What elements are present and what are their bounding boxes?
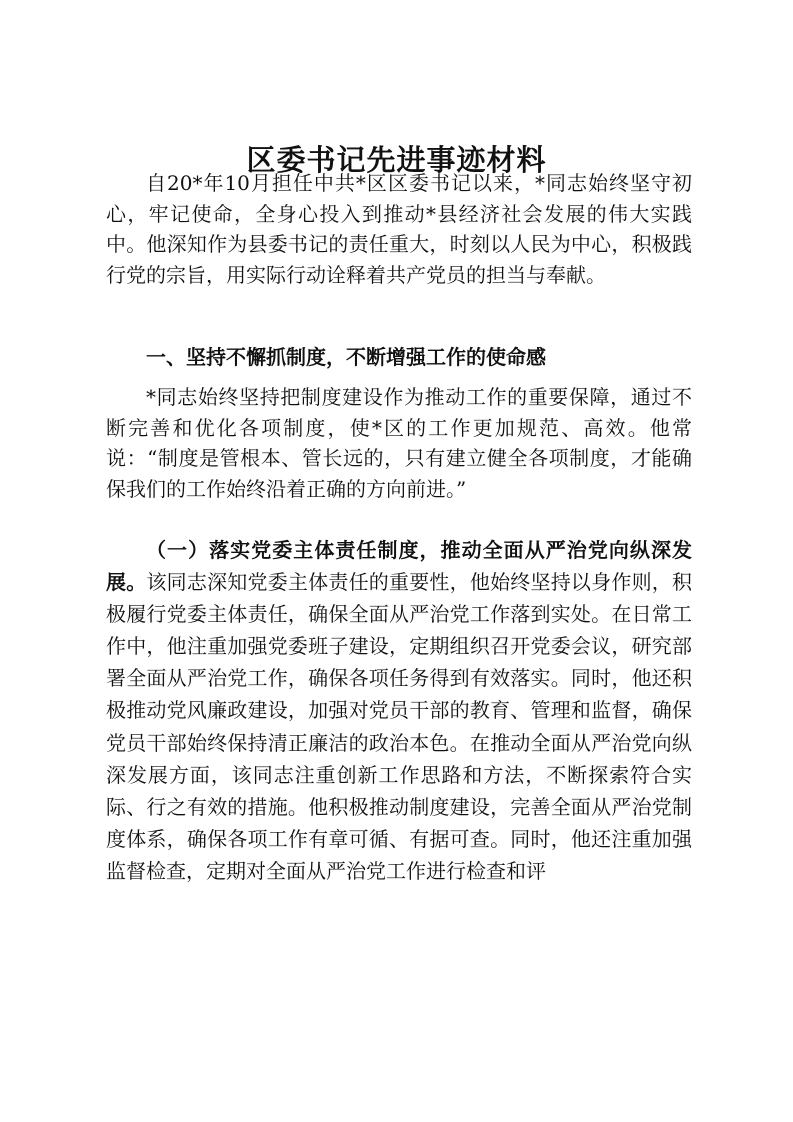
subsection-paragraph <box>106 534 692 887</box>
section-paragraph: *同志始终坚持把制度建设作为推动工作的重要保障，通过不断完善和优化各项制度，使*区的工作更加规范、高效。他常说：“制度是管根本、管长远的，只有建立健全各项制度，才能确保我们的工作始终沿着正确的方向前进。” <box>106 385 692 501</box>
document-title: 区委书记先进事迹材料 <box>246 143 547 177</box>
subsection-text: 该同志深知党委主体责任的重要性，他始终坚持以身作则，积极履行党委主体责任，确保全面从严治党工作落到实处。在日常工作中，他注重加强党委班子建设，定期组织召开党委会议，研究部署全面从严治党工作，确保各项任务得到有效落实。同时，他还积极推动党风廉政建设，加强对党员干部的教育、管理和监督，确保党员干部始终保持清正廉洁的政治本色。在推动全面从严治党向纵深发展方面，该同志注重创新工作思路和方法，不断探索符合实际、行之有效的措施。他积极推动制度建设，完善全面从严治党制度体系，确保各项工作有章可循、有据可查。同时，他还注重加强监督检查，定期对全面从严治党工作进行检查和评 <box>106 570 693 883</box>
section-heading: 一、坚持不懈抓制度，不断增强工作的使命感 <box>146 345 546 369</box>
intro-paragraph: 自20*年10月担任中共*区区委书记以来，*同志始终坚守初心，牢记使命，全身心投入到推动*县经济社会发展的伟大实践中。他深知作为县委书记的责任重大，时刻以人民为中心，积极践行党的宗旨，用实际行动诠释着共产党员的担当与奉献。 <box>106 171 692 287</box>
subsection-lead: （一）落实党委主体责任制度，推动全面从严治党向纵深发展。 <box>106 538 692 595</box>
